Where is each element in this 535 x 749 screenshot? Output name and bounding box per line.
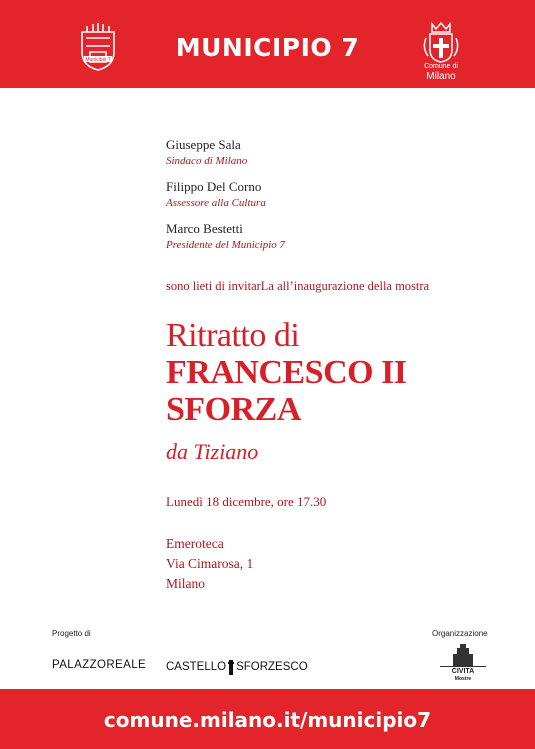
page-title: MUNICIPIO 7	[175, 33, 360, 62]
footer-url-link[interactable]: comune.milano.it/municipio7	[103, 708, 432, 732]
exhibition-subtitle: da Tiziano	[166, 439, 259, 464]
project-label: Progetto di	[52, 629, 91, 638]
exhibition-title-line2: FRANCESCO II	[166, 354, 407, 391]
comune-label-big: Milano	[426, 71, 456, 82]
event-date: Lunedì 18 dicembre, ore 17.30	[166, 494, 327, 509]
host-role: Sindaco di Milano	[166, 155, 248, 167]
tower-icon	[227, 659, 235, 675]
palazzo-reale-logo: PALAZZOREALE	[52, 659, 147, 671]
castello-logo-right: SFORZESCO	[236, 661, 308, 674]
castello-sforzesco-logo	[166, 659, 308, 675]
svg-text:Municipio 7: Municipio 7	[85, 57, 111, 63]
comune-label-small: Comune di	[424, 63, 458, 70]
exhibition-title-line3: SFORZA	[166, 391, 301, 428]
host-name: Marco Bestetti	[166, 221, 243, 236]
civita-logo-subtext: Mostre	[454, 676, 472, 682]
event-venue: Emeroteca	[166, 536, 224, 551]
event-street: Via Cimarosa, 1	[166, 556, 254, 571]
comune-milano-crest-icon	[420, 20, 462, 64]
event-city: Milano	[166, 576, 205, 591]
civita-logo-text: CIVITA	[451, 668, 475, 675]
invite-text: sono lieti di invitarLa all’inaugurazione della mostra	[166, 279, 430, 293]
organization-label: Organizzazione	[432, 629, 488, 638]
comune-milano-label	[414, 62, 468, 82]
host-name: Filippo Del Corno	[166, 179, 262, 194]
host-role: Assessore alla Cultura	[166, 197, 266, 209]
host-name: Giuseppe Sala	[166, 137, 241, 152]
exhibition-title-line1: Ritratto di	[166, 317, 300, 354]
castello-logo-left: CASTELLO	[166, 661, 227, 674]
host-role: Presidente del Municipio 7	[166, 239, 286, 251]
